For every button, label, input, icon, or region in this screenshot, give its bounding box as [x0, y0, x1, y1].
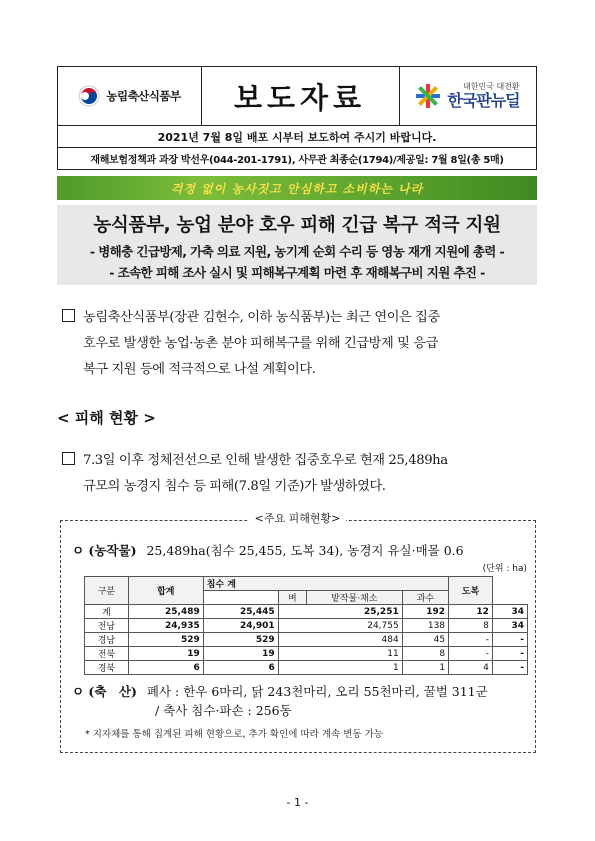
- newdeal-logo-icon: [415, 83, 441, 109]
- box-title: <주요 피해현황>: [0, 510, 595, 526]
- table-cell: -: [492, 633, 527, 647]
- table-cell: 25,251: [278, 605, 402, 619]
- table-header: 벼: [278, 591, 306, 605]
- crop-text: 25,489ha(침수 25,455, 도복 34), 농경지 유실·매몰 0.6: [146, 543, 464, 558]
- table-cell: 192: [402, 605, 448, 619]
- unit-label: (단위 : ha): [482, 564, 527, 574]
- square-bullet-icon: [62, 309, 75, 322]
- table-row: [85, 605, 528, 619]
- intro-line-1: 농림축산식품부(장관 김현수, 이하 농식품부)는 최근 연이은 집중: [62, 305, 540, 331]
- table-header: 구분: [85, 577, 129, 605]
- table-cell: 6: [203, 661, 278, 675]
- press-release-cell: [201, 67, 400, 125]
- crop-damage-table: [84, 576, 528, 675]
- square-bullet-icon: [62, 452, 75, 465]
- table-cell: 1: [402, 661, 448, 675]
- ministry-emblem-icon: [78, 85, 100, 107]
- newdeal-text: [447, 82, 519, 110]
- press-release-title: 보도자료: [233, 80, 367, 115]
- table-row: [85, 661, 528, 675]
- table-cell: 45: [402, 633, 448, 647]
- livestock-text-2: / 축사 침수·파손 : 256동: [155, 703, 292, 718]
- damage-line-1: 7.3일 이후 정체전선으로 인해 발생한 집중호우로 현재 25,489ha: [62, 448, 540, 474]
- table-row: [85, 647, 528, 661]
- table-cell: -: [492, 661, 527, 675]
- livestock-label: ㅇ (축 산): [72, 684, 137, 699]
- table-header: 과수: [402, 591, 448, 605]
- crop-line: [72, 541, 464, 559]
- table-header: 밭작물·채소: [306, 591, 402, 605]
- table-cell: 1: [278, 661, 402, 675]
- livestock-text-1: 폐사 : 한우 6마리, 닭 243천마리, 오리 55천마리, 꿀벌 311군: [146, 684, 488, 699]
- ministry-name: 농림축산식품부: [106, 89, 181, 103]
- newdeal-small: 대한민국 대전환: [463, 82, 520, 91]
- slogan-banner: 걱정 없이 농사짓고 안심하고 소비하는 나라: [57, 176, 537, 200]
- table-row: [85, 633, 528, 647]
- table-cell: 12: [449, 605, 493, 619]
- newdeal-cell: [399, 67, 536, 125]
- table-cell: 34: [492, 605, 527, 619]
- table-cell: 19: [128, 647, 203, 661]
- table-cell: -: [492, 647, 527, 661]
- table-header: 도복: [449, 577, 493, 605]
- table-header-row: [85, 577, 528, 591]
- table-cell: 24,935: [128, 619, 203, 633]
- table-cell: 24,901: [203, 619, 278, 633]
- table-cell: 25,445: [203, 605, 278, 619]
- table-cell: 8: [449, 619, 493, 633]
- subtitle-1: - 병해충 긴급방제, 가축 의료 지원, 농기계 순회 수리 등 영농 재개 지원에 총력 -: [89, 244, 505, 259]
- subtitle-2: - 조속한 피해 조사 실시 및 피해복구계획 마련 후 재해복구비 지원 추진 -: [109, 265, 485, 280]
- table-cell: 전북: [85, 647, 129, 661]
- contact-line: 재해보험정책과 과장 박선우(044-201-1791), 사무관 최종순(1794)/제공일: 7월 8일(총 5매): [57, 148, 537, 170]
- table-cell: 529: [203, 633, 278, 647]
- table-cell: 484: [278, 633, 402, 647]
- damage-paragraph: [62, 448, 540, 500]
- page-number: - 1 -: [286, 796, 309, 809]
- table-cell: 529: [128, 633, 203, 647]
- table-cell: 계: [85, 605, 129, 619]
- table-cell: 138: [402, 619, 448, 633]
- livestock-line-1: [72, 682, 488, 700]
- table-cell: 6: [128, 661, 203, 675]
- section-heading: < 피해 현황 >: [57, 409, 156, 427]
- table-cell: 19: [203, 647, 278, 661]
- table-cell: -: [449, 633, 493, 647]
- table-cell: 25,489: [128, 605, 203, 619]
- table-row: [85, 619, 528, 633]
- newdeal-big: 한국판뉴딜: [447, 91, 520, 110]
- intro-paragraph: [62, 305, 540, 383]
- header-table: [57, 66, 537, 126]
- intro-line-3: 복구 지원 등에 적극적으로 나설 계획이다.: [83, 362, 316, 377]
- box-note: * 지자체를 통해 집계된 피해 현황으로, 추가 확인에 따라 계속 변동 가능: [85, 729, 383, 740]
- table-cell: 경남: [85, 633, 129, 647]
- table-cell: 경북: [85, 661, 129, 675]
- table-header: 합계: [128, 577, 203, 605]
- release-line: 2021년 7월 8일 배포 시부터 보도하여 주시기 바랍니다.: [57, 126, 537, 148]
- table-cell: 11: [278, 647, 402, 661]
- page-title: 농식품부, 농업 분야 호우 피해 긴급 복구 적극 지원: [93, 215, 501, 236]
- table-cell: 4: [449, 661, 493, 675]
- table-header: 침수 계: [203, 577, 448, 591]
- table-header-spacer: [203, 591, 278, 605]
- title-box: [57, 205, 537, 285]
- table-cell: -: [449, 647, 493, 661]
- intro-line-2: 호우로 발생한 농업·농촌 분야 피해복구를 위해 긴급방제 및 응급: [83, 336, 438, 351]
- table-cell: 24,755: [278, 619, 402, 633]
- table-cell: 8: [402, 647, 448, 661]
- table-cell: 전남: [85, 619, 129, 633]
- table-cell: 34: [492, 619, 527, 633]
- crop-label: ㅇ (농작물): [72, 543, 137, 558]
- ministry-cell: [58, 67, 202, 125]
- damage-line-2: 규모의 농경지 침수 등 피해(7.8일 기준)가 발생하였다.: [83, 479, 386, 494]
